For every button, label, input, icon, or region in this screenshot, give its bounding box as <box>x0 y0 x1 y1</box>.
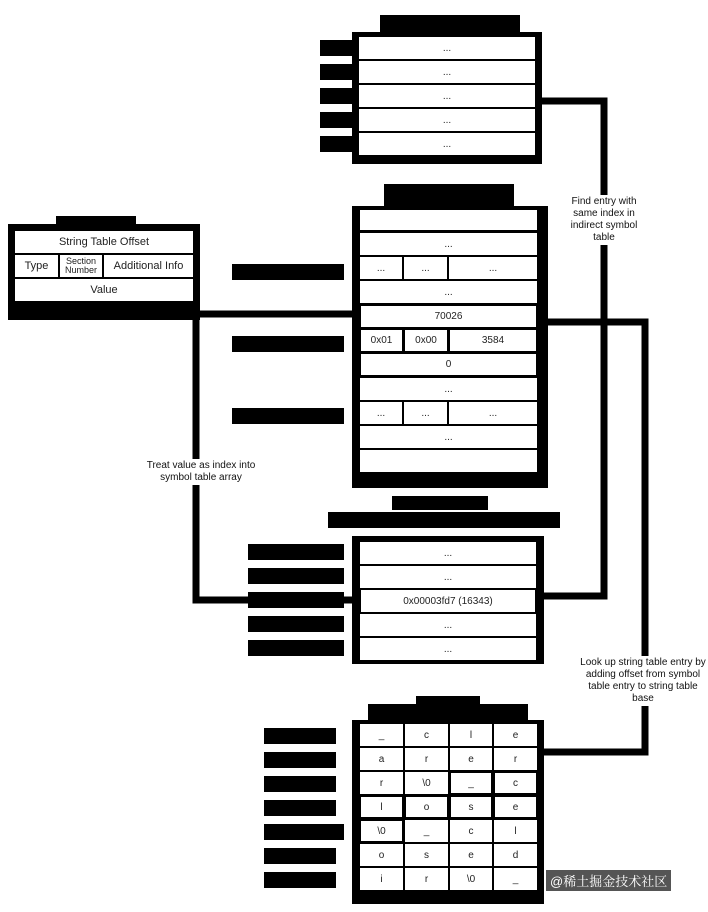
symbol-label-redacted <box>232 264 344 280</box>
nlist-value: Value <box>15 279 193 301</box>
top-table-row: ... <box>359 61 535 83</box>
string-label-redacted <box>264 800 336 816</box>
top-table-row: ... <box>359 85 535 107</box>
string-cell: c <box>450 820 492 842</box>
symbol-row: ... <box>360 233 537 255</box>
string-cell: _ <box>405 820 448 842</box>
nlist-section-number: Section Number <box>60 255 102 277</box>
symbol-row-blank <box>360 450 537 472</box>
string-cell: o <box>360 844 403 866</box>
top-label-redacted <box>320 40 352 56</box>
string-cell: r <box>360 772 403 794</box>
string-label-redacted <box>264 872 336 888</box>
symbol-row: ... <box>360 378 537 400</box>
nlist-type: Type <box>15 255 58 277</box>
string-cell: r <box>405 868 448 890</box>
symbol-row-cell: ... <box>404 257 447 279</box>
string-cell-highlight: \0 <box>361 821 402 841</box>
indirect-label-redacted <box>248 616 344 632</box>
symbol-row: ... <box>360 281 537 303</box>
string-cell-highlight: s <box>451 797 491 817</box>
string-cell: e <box>450 844 492 866</box>
symbol-row-cell: ... <box>404 402 447 424</box>
string-label-redacted <box>264 824 344 840</box>
top-label-redacted <box>320 64 352 80</box>
symbol-additional-info: 3584 <box>450 330 536 351</box>
string-label-redacted <box>264 728 336 744</box>
string-cell: c <box>405 724 448 746</box>
string-cell: \0 <box>405 772 448 794</box>
indirect-header-redacted <box>328 512 560 528</box>
symbol-label-redacted <box>232 336 344 352</box>
string-cell: e <box>494 724 537 746</box>
symbol-row-blank <box>360 210 537 230</box>
string-cell-highlight: l <box>361 797 402 817</box>
top-label-redacted <box>320 88 352 104</box>
callout-look-up: Look up string table entry by adding offset from symbol table entry to string table base <box>576 656 708 706</box>
callout-find-entry: Find entry with same index in indirect symbol table <box>564 195 644 245</box>
string-label-redacted <box>264 752 336 768</box>
string-cell: _ <box>360 724 403 746</box>
string-cell-highlight: c <box>495 773 536 793</box>
string-cell: d <box>494 844 537 866</box>
string-cell: e <box>450 748 492 770</box>
string-table <box>352 720 544 904</box>
symbol-row-cell: ... <box>449 257 537 279</box>
symbol-row-cell: ... <box>360 402 402 424</box>
string-cell: l <box>450 724 492 746</box>
string-cell: r <box>494 748 537 770</box>
nlist-struct <box>8 224 200 320</box>
top-table-row: ... <box>359 109 535 131</box>
top-table <box>352 32 542 164</box>
indirect-label-redacted <box>248 568 344 584</box>
indirect-symbol-table <box>352 536 544 664</box>
symbol-table-header-redacted <box>384 184 514 206</box>
top-label-redacted <box>320 136 352 152</box>
top-label-redacted <box>320 112 352 128</box>
symbol-string-offset: 70026 <box>361 306 536 327</box>
indirect-header-redacted <box>392 496 488 510</box>
symbol-section: 0x00 <box>405 330 447 351</box>
string-label-redacted <box>264 848 336 864</box>
top-table-row: ... <box>359 37 535 59</box>
indirect-row: ... <box>360 566 536 588</box>
indirect-row: ... <box>360 542 536 564</box>
symbol-row: ... <box>360 426 537 448</box>
string-cell: l <box>494 820 537 842</box>
nlist-additional-info: Additional Info <box>104 255 193 277</box>
string-cell: r <box>405 748 448 770</box>
string-label-redacted <box>264 776 336 792</box>
symbol-label-redacted <box>232 408 344 424</box>
indirect-row-selected: 0x00003fd7 (16343) <box>361 590 535 612</box>
string-cell-highlight: e <box>495 797 536 817</box>
watermark: @稀土掘金技术社区 <box>546 870 671 891</box>
string-cell: _ <box>494 868 537 890</box>
string-cell: i <box>360 868 403 890</box>
top-table-row: ... <box>359 133 535 155</box>
indirect-label-redacted <box>248 640 344 656</box>
nlist-string-table-offset: String Table Offset <box>15 231 193 253</box>
string-cell-highlight: o <box>406 797 447 817</box>
string-cell: a <box>360 748 403 770</box>
string-cell: \0 <box>450 868 492 890</box>
symbol-row-cell: ... <box>360 257 402 279</box>
indirect-row: ... <box>360 638 536 660</box>
symbol-value: 0 <box>361 354 536 375</box>
indirect-label-redacted <box>248 544 344 560</box>
string-cell-highlight: _ <box>451 773 491 793</box>
indirect-row: ... <box>360 614 536 636</box>
string-cell: s <box>405 844 448 866</box>
callout-treat-value: Treat value as index into symbol table array <box>138 459 264 485</box>
symbol-row-cell: ... <box>449 402 537 424</box>
symbol-table <box>352 206 548 488</box>
indirect-label-redacted <box>248 592 344 608</box>
symbol-type: 0x01 <box>361 330 402 351</box>
